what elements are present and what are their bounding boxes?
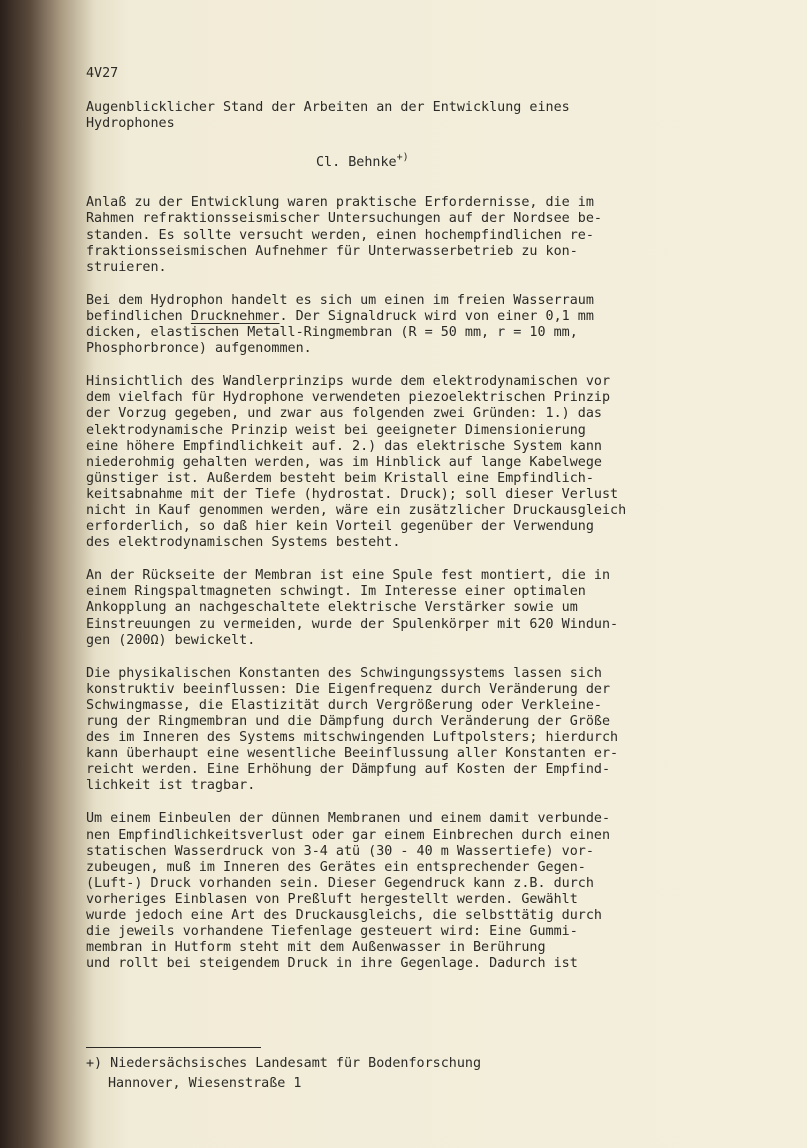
text-line: (Luft-) Druck vorhanden sein. Dieser Gegendruck kann z.B. durch (86, 875, 594, 891)
text-line: des elektrodynamischen Systems besteht. (86, 535, 401, 551)
text-line: membran in Hutform steht mit dem Außenwasser in Berührung (86, 940, 546, 956)
footnote-divider (86, 1047, 261, 1048)
text-line: Einstreuungen zu vermeiden, wurde der Spulenkörper mit 620 Windun- (86, 616, 619, 632)
text-line: Phosphorbronce) aufgenommen. (86, 341, 312, 357)
paragraph (86, 293, 786, 357)
footnotes (86, 1054, 481, 1094)
text-line: des im Inneren des Systems mitschwingenden Luftpolsters; hierdurch (86, 730, 619, 746)
text-line: kann überhaupt eine wesentliche Beeinflussung aller Konstanten er- (86, 746, 619, 762)
text-line: gen (200Ω) bewickelt. (86, 632, 256, 648)
text-line: Um einem Einbeulen der dünnen Membranen und einem damit verbunde- (86, 811, 611, 827)
text-line: die jeweils vorhandene Tiefenlage gesteuert wird: Eine Gummi- (86, 924, 578, 940)
author-footnote-mark: +) (396, 152, 409, 164)
text-line: konstruktiv beeinflussen: Die Eigenfrequenz durch Veränderung der (86, 681, 611, 697)
text-line: standen. Es sollte versucht werden, einen hochempfindlichen re- (86, 227, 594, 243)
author (316, 150, 786, 171)
text-line: Bei dem Hydrophon handelt es sich um einen im freien Wasserraum (86, 292, 594, 308)
paragraph (86, 374, 786, 551)
text-line: An der Rückseite der Membran ist eine Spule fest montiert, die in (86, 568, 611, 584)
text-line: Schwingmasse, die Elastizität durch Vergrößerung oder Verkleine- (86, 697, 602, 713)
text-line: und rollt bei steigendem Druck in ihre Gegenlage. Dadurch ist (86, 956, 578, 972)
text-line: reicht werden. Eine Erhöhung der Dämpfung auf Kosten der Empfind- (86, 762, 611, 778)
author-name: Cl. Behnke (316, 155, 397, 171)
text-fragment: befindlichen (86, 308, 191, 324)
text-line: dem vielfach für Hydrophone verwendeten piezoelektrischen Prinzip (86, 390, 611, 406)
paragraph (86, 195, 786, 275)
text-line-composite (86, 309, 786, 325)
text-line: einem Ringspaltmagneten schwingt. Im Interesse einer optimalen (86, 584, 586, 600)
text-line: lichkeit ist tragbar. (86, 778, 256, 794)
document-body (86, 66, 786, 989)
text-line: wurde jedoch eine Art des Druckausgleichs, die selbsttätig durch (86, 908, 602, 924)
text-fragment: . Der Signaldruck wird von einer 0,1 mm (279, 308, 594, 324)
document-title (86, 100, 786, 132)
text-line: niederohmig gehalten werden, was im Hinblick auf lange Kabelwege (86, 454, 602, 470)
paragraph (86, 811, 786, 972)
text-line: dicken, elastischen Metall-Ringmembran (R = 50 mm, r = 10 mm, (86, 325, 578, 341)
underlined-term: Drucknehmer (190, 308, 280, 324)
footnote-line: +) Niedersächsisches Landesamt für Bodenforschung (86, 1056, 482, 1071)
text-line: Die physikalischen Konstanten des Schwingungssystems lassen sich (86, 665, 602, 681)
text-line: Hinsichtlich des Wandlerprinzips wurde dem elektrodynamischen vor (86, 374, 611, 390)
paragraph (86, 568, 786, 648)
title-line: Augenblicklicher Stand der Arbeiten an der Entwicklung eines (86, 100, 570, 116)
text-line: erforderlich, so daß hier kein Vorteil gegenüber der Verwendung (86, 519, 594, 535)
text-line: nen Empfindlichkeitsverlust oder gar einem Einbrechen durch einen (86, 827, 611, 843)
text-line: zubeugen, muß im Inneren des Gerätes ein entsprechender Gegen- (86, 859, 586, 875)
text-line: statischen Wasserdruck von 3-4 atü (30 - 40 m Wassertiefe) vor- (86, 843, 594, 859)
text-line: Ankopplung an nachgeschaltete elektrische Verstärker sowie um (86, 600, 578, 616)
text-line: eine höhere Empfindlichkeit auf. 2.) das elektrische System kann (86, 438, 602, 454)
text-line: fraktionsseismischen Aufnehmer für Unterwasserbetrieb zu kon- (86, 243, 578, 259)
text-line: der Vorzug gegeben, und zwar aus folgenden zwei Gründen: 1.) das (86, 406, 602, 422)
text-line: vorheriges Einblasen von Preßluft hergestellt werden. Gewählt (86, 891, 578, 907)
text-line: keitsabnahme mit der Tiefe (hydrostat. Druck); soll dieser Verlust (86, 486, 619, 502)
text-line: Anlaß zu der Entwicklung waren praktische Erfordernisse, die im (86, 195, 594, 211)
text-line: Rahmen refraktionsseismischer Untersuchungen auf der Nordsee be- (86, 211, 602, 227)
document-reference: 4V27 (86, 66, 119, 81)
text-line: günstiger ist. Außerdem besteht beim Kristall eine Empfindlich- (86, 470, 594, 486)
text-line: nicht in Kauf genommen werden, wäre ein zusätzlicher Druckausgleich (86, 502, 627, 518)
title-line: Hydrophones (86, 116, 175, 132)
footnote-line: Hannover, Wiesenstraße 1 (108, 1076, 302, 1091)
text-line: rung der Ringmembran und die Dämpfung durch Veränderung der Größe (86, 714, 611, 729)
text-line: elektrodynamische Prinzip weist bei geeigneter Dimensionierung (86, 422, 586, 438)
text-line: struieren. (86, 259, 167, 275)
paragraph (86, 666, 786, 795)
